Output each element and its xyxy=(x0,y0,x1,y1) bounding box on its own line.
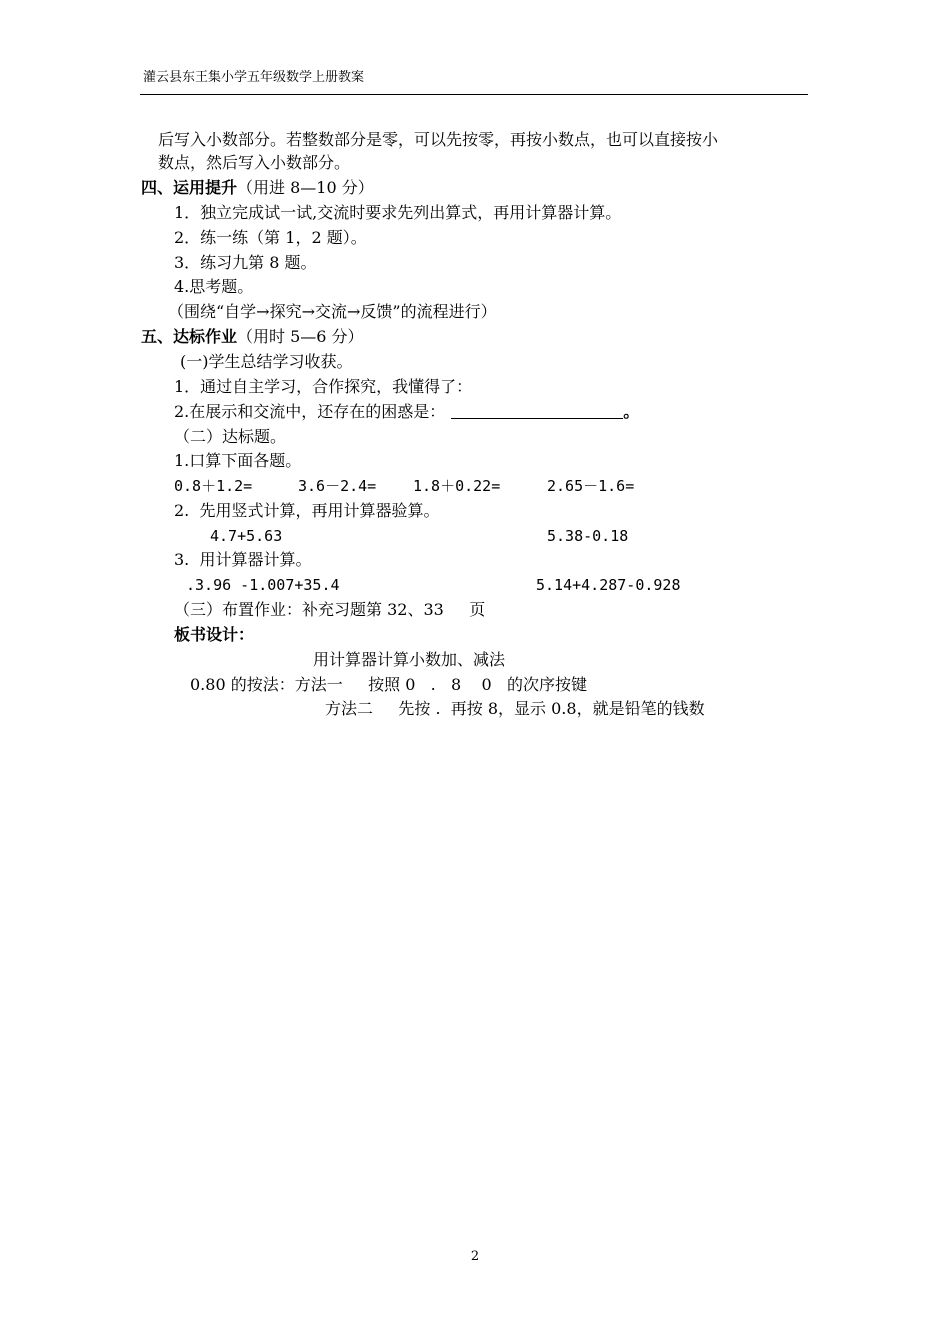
section-5-time: （用时 5—6 分） xyxy=(237,327,364,346)
section-4-item-3: 3．练习九第 8 题。 xyxy=(174,253,317,272)
paragraph-line-2: 数点，然后写入小数部分。 xyxy=(158,153,351,172)
header-rule xyxy=(140,94,808,95)
subsection-b-item-3: 3. 用计算器计算。 xyxy=(174,550,312,569)
subsection-b-item-2: 2. 先用竖式计算，再用计算器验算。 xyxy=(174,501,440,520)
board-design-line-1: 0.80 的按法：方法一 按照 0 . 8 0 的次序按键 xyxy=(190,675,587,694)
mental-math-q4: 2.65－1.6= xyxy=(547,477,635,495)
board-design-heading: 用计算器计算小数加、减法 xyxy=(313,650,506,669)
vertical-calc-q2: 5.38-0.18 xyxy=(547,527,629,545)
subsection-a: (一)学生总结学习收获。 xyxy=(180,352,353,371)
section-4-heading xyxy=(141,178,374,198)
blank-end-mark: 。 xyxy=(623,402,640,421)
section-5-title: 五、达标作业 xyxy=(141,327,238,346)
mental-math-q1: 0.8＋1.2= xyxy=(174,477,253,495)
mental-math-q3: 1.8＋0.22= xyxy=(413,477,501,495)
section-4-title: 四、运用提升 xyxy=(141,178,238,197)
section-4-item-1: 1．独立完成试一试,交流时要求先列出算式，再用计算器计算。 xyxy=(174,203,622,222)
subsection-a-item-1: 1．通过自主学习，合作探究，我懂得了： xyxy=(174,377,473,396)
subsection-b: （二）达标题。 xyxy=(174,427,287,446)
fill-in-blank[interactable] xyxy=(451,404,623,419)
calculator-q1: .3.96 -1.007+35.4 xyxy=(186,576,340,594)
mental-math-q2: 3.6－2.4= xyxy=(298,477,377,495)
subsection-a-item-2 xyxy=(174,402,639,422)
subsection-a-item-2-text: 2.在展示和交流中，还存在的困惑是： xyxy=(174,402,446,421)
page-number: 2 xyxy=(470,1249,480,1264)
board-design-title: 板书设计： xyxy=(174,625,255,644)
subsection-b-item-1: 1.口算下面各题。 xyxy=(174,451,302,470)
section-4-item-4: 4.思考题。 xyxy=(174,277,254,296)
calculator-q2: 5.14+4.287-0.928 xyxy=(536,576,681,594)
section-4-item-2: 2．练一练（第 1，2 题）。 xyxy=(174,228,367,247)
board-design-line-2: 方法二 先按 . 再按 8，显示 0.8，就是铅笔的钱数 xyxy=(325,699,705,718)
page-header-title: 灌云县东王集小学五年级数学上册教案 xyxy=(143,70,365,85)
subsection-c: （三）布置作业：补充习题第 32、33 页 xyxy=(174,600,486,619)
vertical-calc-q1: 4.7+5.63 xyxy=(210,527,283,545)
paragraph-line-1: 后写入小数部分。若整数部分是零，可以先按零，再按小数点，也可以直接按小 xyxy=(158,130,719,149)
section-4-note: （围绕“自学→探究→交流→反馈”的流程进行） xyxy=(168,302,497,321)
section-4-time: （用进 8—10 分） xyxy=(237,178,374,197)
section-5-heading xyxy=(141,327,364,347)
